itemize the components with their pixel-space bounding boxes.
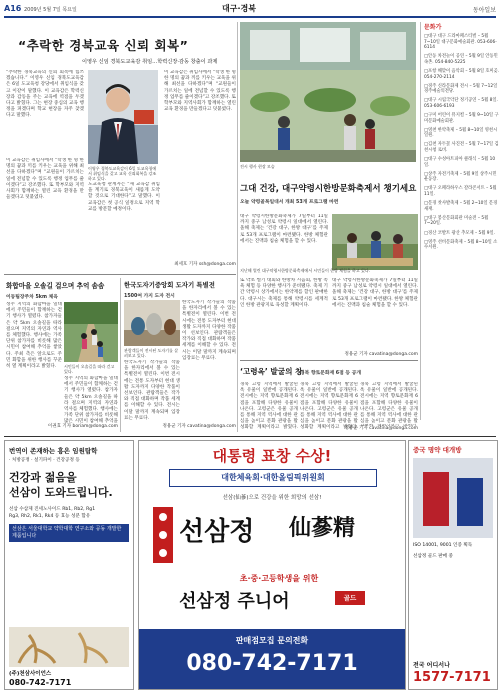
harmony-byline: 이권효 기자 boriam@donga.com [47, 424, 118, 429]
ad-left-box: 선삼은 서울대학교 약학대학 연구소와 공동 개발한 제품입니다 [9, 524, 129, 542]
ad-right-image [413, 458, 493, 538]
mid-subhead: 1500여 가지 도자 전시 [124, 294, 175, 299]
sidebar-item: □경산 코발트 광산 추모제 – 5월 9일. [424, 230, 496, 236]
divider-herb [240, 360, 418, 361]
ad-main-side-badge [153, 507, 173, 563]
superintendent-photo-image [88, 70, 158, 164]
ad-left-ginseng [4, 440, 134, 690]
ad-right-line-1: ISO 14001, 9001 인증 획득 [413, 543, 473, 548]
herb-subhead: 오늘 약령골목일대서 개최 53개 프로그램 마련 [240, 200, 339, 205]
ad-main-footer [139, 629, 405, 689]
ad-main-badge-shape [153, 507, 173, 563]
sidebar-item: □상주 자전거축제 – 5월 9일 상주시민운동장. [424, 171, 497, 183]
herb-body-2: 또 약초 썰기 대회와 한방차 시음회, 한방 족욕 체험 등 다양한 행사가 준비됐다. 축제 기간 약령시 상가에서는 한약재를 할인 판매한다. 대구시는 축제를 통해 약령시를 세계적인 한방 관광지로 육성할 계획이다. [240, 278, 328, 308]
divider-vertical-2 [120, 278, 121, 432]
mid-body-2: 한국도자기 작가들의 작품을 한자리에서 볼 수 있는 특별전이 열린다. 이번 전시에는 전통 도자부터 현대 생활 도자까지 다양한 작품이 선보인다. 관람객들은 작가와 직접 대화하며 작품 세계를 이해할 수 있다. 전시는 이달 말까지 계속되며 입장료는 무료다. [124, 360, 180, 421]
ad-right-title: 중국 명약 대개방 [413, 446, 462, 454]
harmony-body: 성주 지역의 화합마을 일대에서 주민들이 함께하는 걷기 행사가 열렸다. 참가자들은 약 5km 오솔길을 따라 걸으며 지역의 자연과 역사를 체험했다. 행사에는 가족 단위 참가자를 비롯해 많은 시민이 참여해 추억을 쌓았다. 주최 측은 앞으로도 주민 화합을 위한 행사를 꾸준히 열 계획이라고 밝혔다. [6, 302, 62, 370]
herb-byline: 정용균 기자 cavatina@donga.com [344, 352, 418, 357]
science-body-1: 경북 고령 지역에서 발굴된 옥 유물이 일반에 공개된다. 전시에는 지역 향토문화재 6점을 포함해 다양한 유물이 나온다. 고령군은 유물 공개를 통해 지역 역사에 대한 관심을 높이고 문화 관광을 활성화할 계획이라고 밝혔다. [240, 382, 298, 430]
ad-main-org: 대한체육회·대한올림픽위원회 [169, 469, 377, 487]
sidebar-item: □안동 차전놀이 공연 – 5월 9일 안동민속촌. 054-840-5225 [424, 54, 498, 65]
ad-main-promo-2: 선삼정 주니어 [179, 591, 290, 612]
science-byline: 정용균 기자 cavatina@donga.com [344, 426, 418, 431]
science-body-2: 경북 고령 지역에서 발굴된 옥 유물이 일반에 공개된다. 전시에는 지역 향토문화재 6점을 포함해 다양한 유물이 나온다. 고령군은 유물 공개를 통해 지역 역사에 대한 관심을 높이고 문화 관광을 활성화할 계획이라고 밝혔다. [300, 382, 358, 430]
harmony-photo-caption: 시민들이 오솔길을 따라 걷고 있다. [64, 364, 115, 374]
sidebar-title: 문화가 [424, 24, 442, 31]
section-title: 대구·경북 [222, 4, 256, 13]
culture-sidebar [420, 22, 500, 420]
ad-main-footer-label: 판매점모집 문의전화 [235, 636, 309, 645]
ad-main-ginseng [138, 440, 406, 690]
ad-left-line-1: 번역이 존재하는 흥은 임원탐학 [9, 447, 98, 455]
superintendent-photo-caption: 이영우 경북도교육감이 6일 도교육청에서 취임식을 갖고 교육 신뢰회복을 강조하고 있다. [88, 166, 157, 181]
sidebar-item: □대구 오페라하우스 갈라콘서트 – 5월 11일. [424, 186, 497, 198]
sidebar-item: □문경 찻사발축제 – 5월 2~10일 문경새재. [424, 201, 498, 212]
publication-name: 동아일보 [472, 7, 496, 14]
ad-main-hanja: 仙蔘精 [289, 515, 356, 541]
ad-main-product: 선삼정 [179, 517, 255, 547]
ginseng-root-image [9, 627, 129, 667]
page-number: A16 [4, 4, 22, 13]
sidebar-item: □김천 자두꽃 사진전 – 5월 7~17일 김천시청 로비. [424, 142, 499, 153]
ad-right-phone: 1577-7171 [413, 670, 491, 685]
ad-left-headline-2: 선삼이 도와드립니다. [9, 486, 113, 499]
main-body-3: 도교육청 관계자는 “새 교육감 취임을 계기로 경북교육이 새롭게 도약할 것으로 기대한다”고 말했다. 이 교육감은 첫 공식 일정으로 지역 학교를 방문할 예정이다. [88, 182, 160, 212]
ad-main-award: 대통령 표창 수상! [212, 447, 332, 465]
divider-vertical-1 [237, 22, 238, 432]
main-headline: “추락한 경북교육 신뢰 회복” [18, 38, 189, 53]
sidebar-item: □대구 시립국악단 정기공연 – 5월 8일. 053-606-6193 [424, 98, 498, 109]
harmony-photo [64, 302, 118, 362]
mid-body: 한국도자기 작가들의 작품을 한자리에서 볼 수 있는 특별전이 열린다. 이번 전시에는 전통 도자부터 현대 생활 도자까지 다양한 작품이 선보인다. 관람객들은 작가와 직접 대화하며 작품 세계를 이해할 수 있다. 전시는 이달 말까지 계속되며 입장료는 무료다. [182, 300, 236, 361]
ad-left-line-2: · 처방공정 · 설기파이 · 건강공정 등 [9, 458, 80, 463]
mid-headline: 한국도자기중앙회 도자기 특별전 [124, 281, 215, 289]
science-headline: ‘고령옥’ 발굴의 창 [240, 367, 303, 376]
harmony-body-2: 성주 지역의 화합마을 일대에서 주민들이 함께하는 걷기 행사가 열렸다. 참가자들은 약 5km 오솔길을 따라 걸으며 지역의 자연과 역사를 체험했다. 행사에는 가족 단위 참가자를 비롯해 많은 시민이 참여해 추억을 [64, 376, 118, 424]
divider-main [4, 274, 236, 275]
science-subhead: 경북 향토문화재 6점 등 공개 [300, 371, 361, 376]
ad-right-product-image [413, 458, 493, 538]
sidebar-item: □경주 신라문화제 전시 – 5월 7~12일 경주예술의전당. [424, 83, 498, 95]
harmony-headline: 화합마을 오솔길 걸으며 추억 솜솜 [6, 282, 105, 290]
main-body-1: “추락한 경북교육의 신뢰 회복에 힘쓰겠습니다.” 이영우 신임 경북도교육감은 6일 도교육청 강당에서 취임식을 갖고 이같이 말했다. 이 교육감은 학력신장과 감동을 주는 교육에 역점을 두겠다고 밝혔다. 그는 현장 중심의 교육 행정을 펴겠다며 학교 현장을 자주 찾겠다고 말했다. [6, 70, 84, 119]
sidebar-item: □영천 한약축제 – 5월 8~10일 영천시 일원. [424, 127, 498, 139]
ceramics-photo [124, 300, 180, 346]
ad-main-footer-phone: 080-742-7171 [186, 651, 358, 676]
harmony-subhead: 이동팀장주차 5km 체육 [6, 295, 58, 300]
main-subhead: 이영우 신임 경북도교육감 취임…학력신장·감동 창출이 과제 [82, 59, 218, 65]
sidebar-item: □구미 어린이 뮤지컬 – 5월 9~10일 구미문화예술회관. [424, 113, 499, 124]
mid-byline: 정용균 기자 cavatina@donga.com [162, 424, 236, 429]
exhibition-photo-caption: 전시 행사 현장 모습 [240, 164, 275, 169]
ad-left-company: (주)천삼사이언스 [9, 671, 52, 677]
ad-right-line-2: 선삼정 골드 판매 중 [413, 554, 453, 559]
ad-left-detail-1: 선삼 수삼제 진세노사이드 Rb1, Rb2, Rg1 [9, 507, 96, 512]
main-body-2: 이 교육감은 취임사에서 “학생 한 명 한 명의 꿈과 끼를 키우는 교육을 위해 최선을 다하겠다”며 “교원들이 가르치는 일에 전념할 수 있도록 행정 업무를 줄이겠다”고 강조했다. 또 학부모와 지역사회가 함께하는 열린 교육 환경을 만들겠다고 덧붙였다. [6, 158, 84, 201]
main-byline: 최세호 기자 ssh@donga.com [174, 262, 236, 267]
ad-left-detail-2: Rg3, Rh2, Rk1, Rk4 등 효능 성분 함유 [9, 514, 91, 519]
ad-left-phone: 080-742-7171 [9, 678, 72, 687]
ad-left-headline-1: 건강과 젊음을 [9, 471, 77, 484]
herb-photo-caption: 지난해 열린 대구약령시한방문화축제에서 시민들이 한방 체험을 하고 있다. [240, 268, 370, 273]
main-body-continued: 이 교육감은 취임사에서 “학생 한 명 한 명의 꿈과 끼를 키우는 교육을 위해 최선을 다하겠다”며 “교원들이 가르치는 일에 전념할 수 있도록 행정 업무를 줄이겠다”고 강조했다. 또 학부모와 지역사회가 함께하는 열린 교육 환경을 만들겠다고 덧붙였다. [164, 70, 236, 113]
ad-right-line-3: 전국 어디서나 [413, 662, 450, 669]
herb-festival-photo-image [332, 214, 418, 270]
herb-body-1: 대구 약령시한방문화축제가 7일부터 11일까지 중구 남성로 약령시 일대에서 열린다. 올해 축제는 ‘건강 대구, 한방 대구’를 주제로 53개 프로그램이 마련됐다. 한방 체험관에서는 진맥과 침술 체험을 할 수 있다. [240, 214, 328, 244]
science-body-3: 경북 고령 지역에서 발굴된 옥 유물이 일반에 공개된다. 전시에는 지역 향토문화재 6점을 포함해 다양한 유물이 나온다. 고령군은 유물 공개를 통해 지역 역사에 대한 관심을 높이고 문화 관광을 활 [360, 382, 418, 425]
page-header [4, 3, 496, 18]
sidebar-item: □대구 봉산문화회관 미술전 – 5월 7~20일. [424, 215, 489, 227]
herb-headline: 그대 건강, 대구약령시한방문화축제서 챙기세요 [240, 184, 417, 194]
exhibition-photo-image [240, 22, 416, 162]
herb-body-3: 대구 약령시한방문화축제가 7일부터 11일까지 중구 남성로 약령시 일대에서 열린다. 올해 축제는 ‘건강 대구, 한방 대구’를 주제로 53개 프로그램이 마련됐다. 한방 체험관에서는 진맥과 침술 체험을 할 수 있다. [332, 278, 418, 308]
ad-main-promo-1: 초·중·고등학생을 위한 [239, 574, 319, 583]
sidebar-item: □대구 대구 드라마페스티벌 – 5월 7~10일 대구문화예술회관. 053-606-6114 [424, 34, 497, 51]
ad-main-badge: 골드 [335, 591, 365, 605]
exhibition-photo [240, 22, 416, 162]
ad-right [408, 440, 498, 690]
sidebar-item: □포항 해맞이 음악회 – 5월 8일 호미곶. 054-270-2114 [424, 68, 500, 80]
sidebar-item: □대구 수성아트피아 클래식 – 5월 10일. [424, 157, 496, 168]
superintendent-photo [88, 70, 158, 164]
sidebar-item: □영주 선비문화축제 – 5월 8~10일 소수서원. [424, 239, 498, 251]
harmony-photo-image [64, 302, 118, 362]
ad-divider [4, 436, 496, 437]
herb-festival-photo [332, 214, 418, 270]
ceramics-photo-caption: 관람객들이 전시된 도자기를 살펴보고 있다. [124, 348, 179, 358]
ad-main-tagline: 선삼(仙蔘)으로 건강을 위한 희망의 선삼! [222, 495, 322, 501]
ceramics-photo-image [124, 300, 180, 346]
ad-left-product-image [9, 627, 129, 667]
issue-date: 2009년 5월 7일 목요일 [24, 7, 77, 13]
